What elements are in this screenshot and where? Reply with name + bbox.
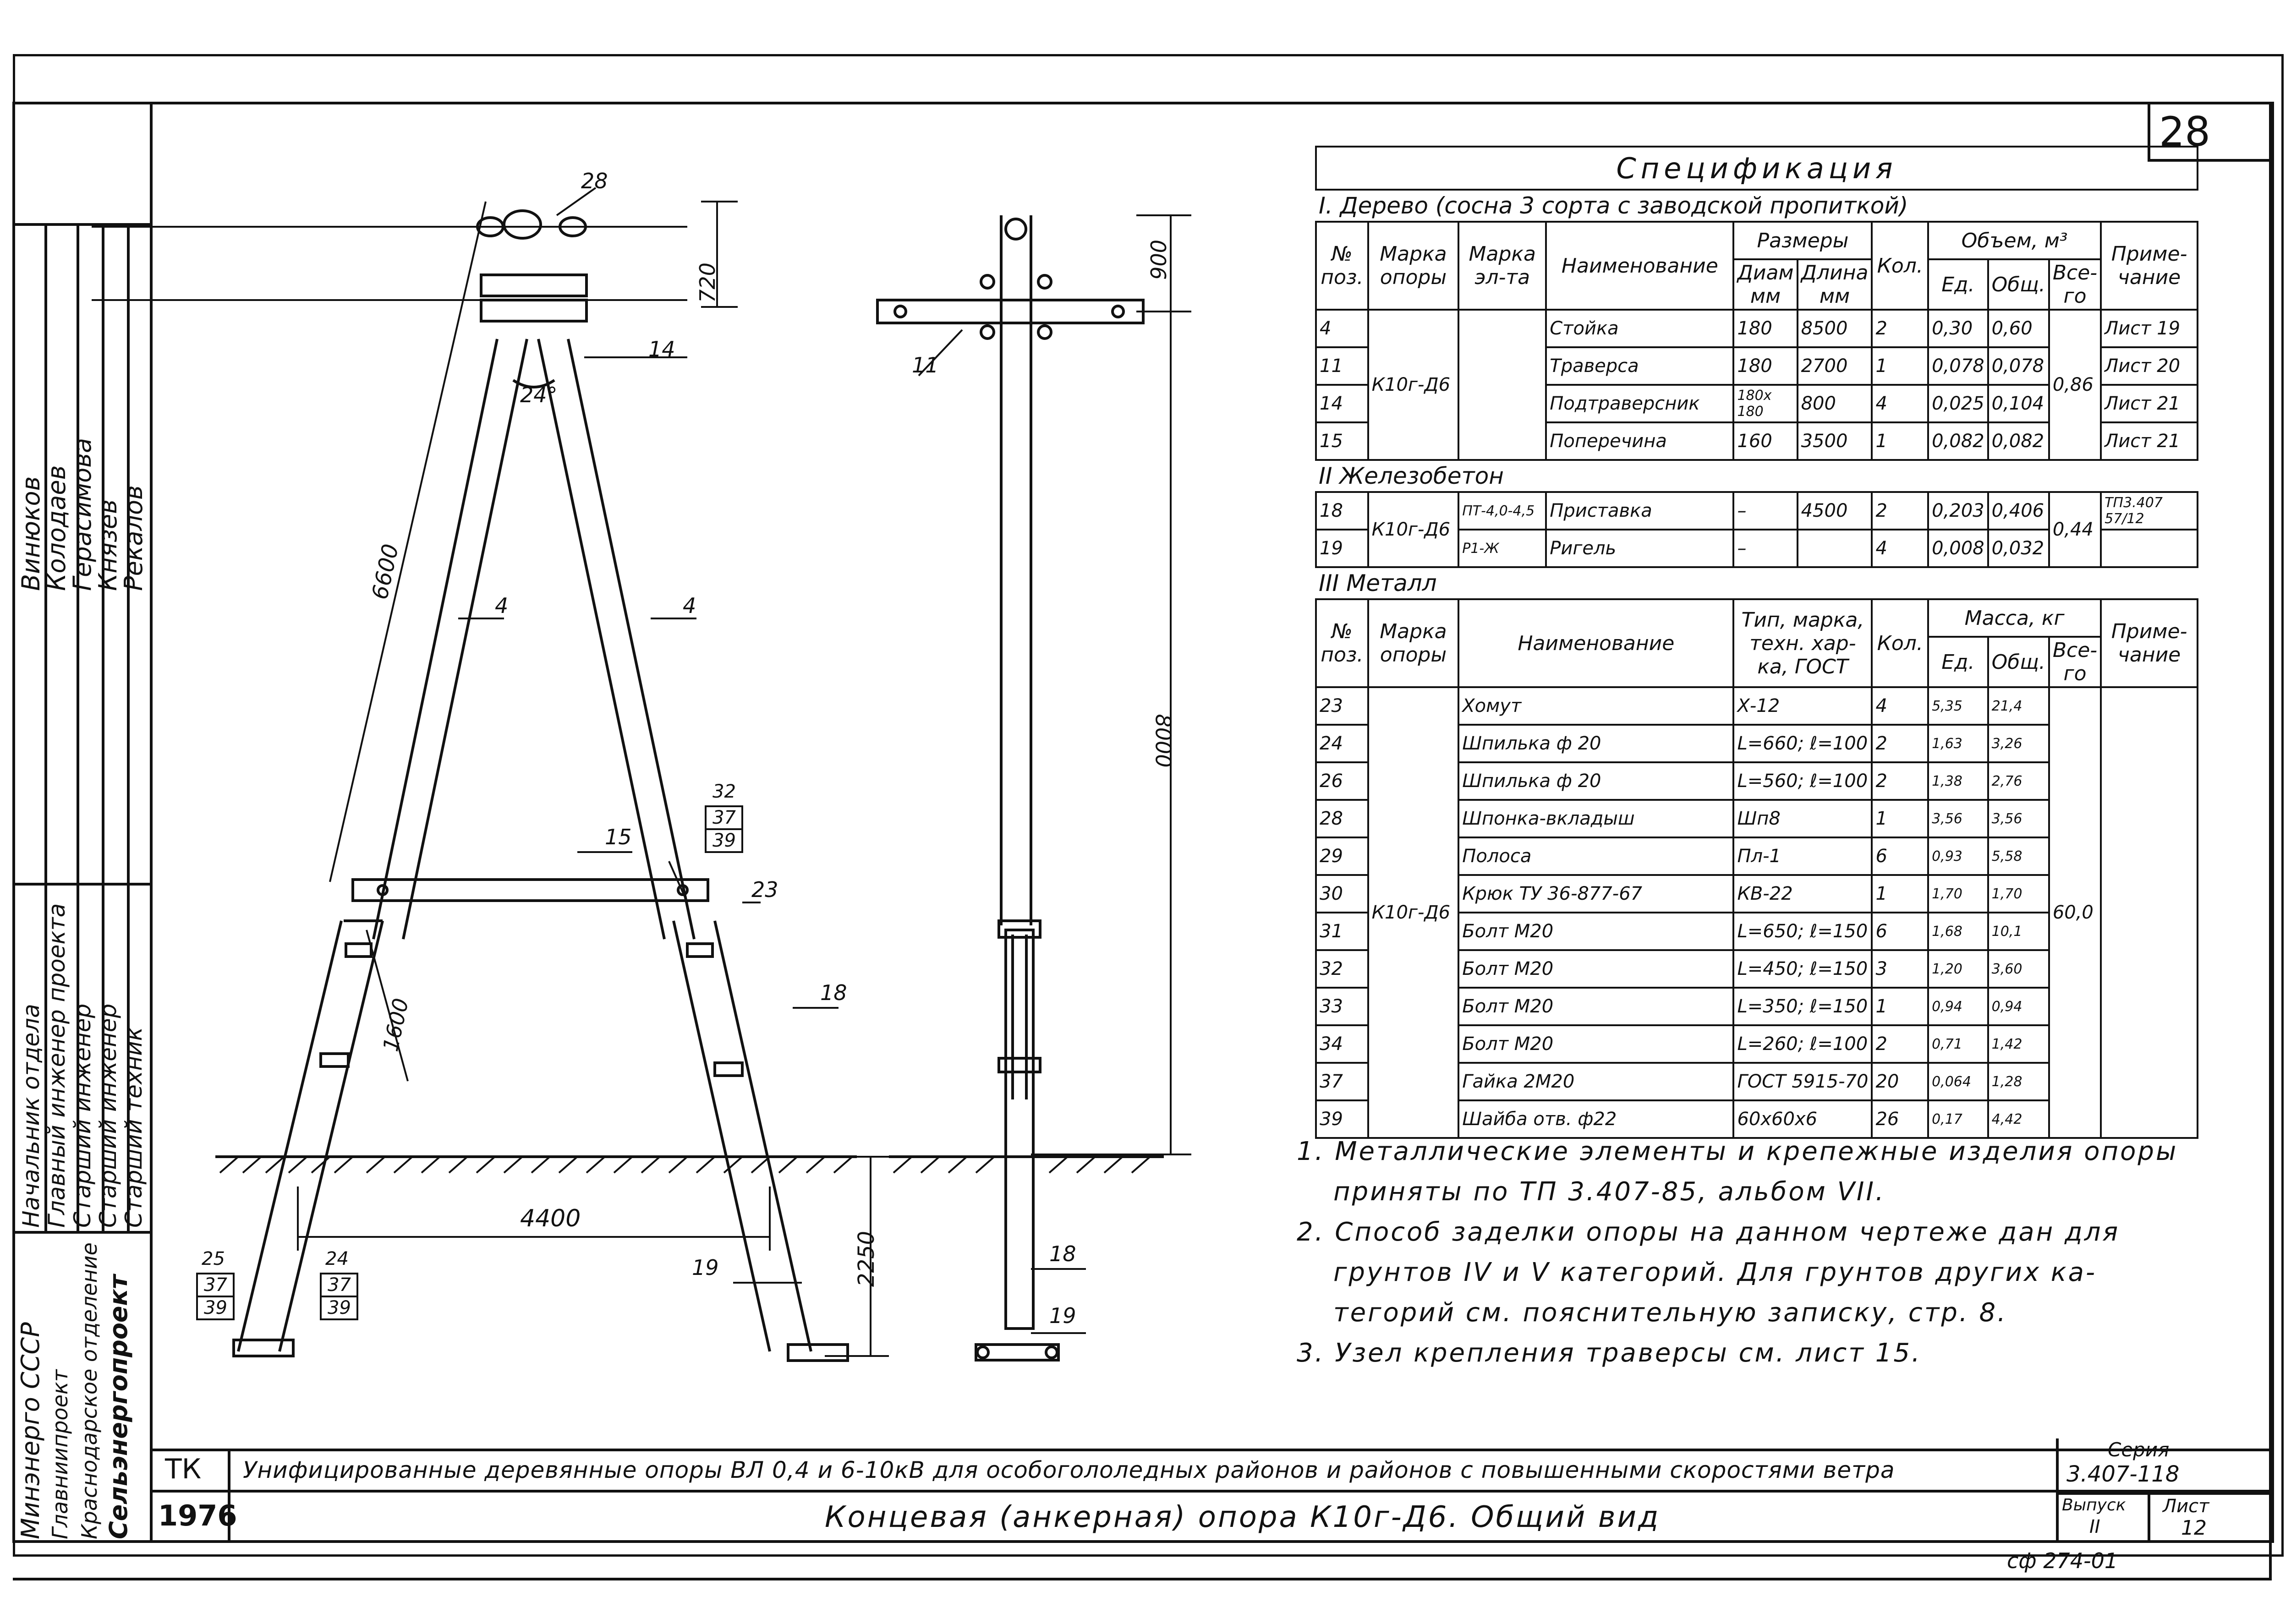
cell-pos: 18 [1316,492,1368,530]
cell-q: 2 [1872,1025,1928,1063]
tb-code: ТК [165,1453,202,1485]
cell-type: L=350; ℓ=150 [1733,988,1872,1025]
cell-d: 180 [1733,347,1797,385]
cell-l: 3500 [1798,422,1872,460]
section-metal: III Металл [1316,567,2198,599]
cell-name: Поперечина [1546,422,1733,460]
cell-l: 800 [1798,385,1872,422]
cell-l: 2700 [1798,347,1872,385]
cell-pos: 15 [1316,422,1368,460]
cell-pos: 23 [1316,687,1368,725]
cell-type: Пл-1 [1733,837,1872,875]
cell-mark: К10г-Д6 [1368,310,1459,460]
cell-name: Приставка [1546,492,1733,530]
callout-19-side: 19 [1049,1303,1076,1328]
cell-ed: 1,70 [1928,875,1988,913]
cell-ed: 0,94 [1928,988,1988,1025]
cell-type: L=450; ℓ=150 [1733,950,1872,988]
cell-note: Лист 21 [2101,422,2198,460]
dim-top-720: 720 [695,262,720,303]
name-5: Рекалов [119,485,148,591]
cell-ed: 0,082 [1928,422,1988,460]
tb-year: 1976 [158,1499,237,1532]
role-1: Начальник отдела [18,1004,44,1228]
cell-q: 20 [1872,1063,1928,1100]
cell-name: Крюк ТУ 36-877-67 [1458,875,1733,913]
cell-q: 4 [1872,385,1928,422]
cell-ed: 0,064 [1928,1063,1988,1100]
table-row [1316,492,2198,530]
callout-28: 28 [581,169,608,193]
tb-series-value: 3.407-118 [2066,1461,2180,1487]
cell-name: Болт М20 [1458,913,1733,950]
tb-series-label: Серия [2108,1438,2170,1461]
callout-39c: 39 [328,1297,351,1318]
cell-tot: 0,406 [1988,492,2049,530]
callout-24: 24 [325,1248,349,1269]
cell-name: Стойка [1546,310,1733,347]
h-mark-el: Марка эл-та [1458,222,1546,310]
cell-ed: 0,008 [1928,530,1988,567]
cell-ed: 0,025 [1928,385,1988,422]
cell-type: L=660; ℓ=100 [1733,725,1872,762]
cell-pos: 14 [1316,385,1368,422]
cell-ed: 1,38 [1928,762,1988,800]
cell-total: 0,86 [2049,310,2101,460]
role-5: Старший техник [121,1027,147,1228]
cell-q: 26 [1872,1100,1928,1138]
cell-pos: 4 [1316,310,1368,347]
org-line-4: Сельэнергопроект [104,1274,133,1539]
cell-name: Болт М20 [1458,988,1733,1025]
cell-q: 1 [1872,347,1928,385]
cell-tot: 0,60 [1988,310,2049,347]
cell-note: Лист 20 [2101,347,2198,385]
cell-note: Лист 21 [2101,385,2198,422]
dim-base-4400: 4400 [520,1205,581,1232]
cell-pos: 39 [1316,1100,1368,1138]
callout-32: 32 [713,781,736,802]
h-name: Наименование [1546,222,1733,310]
tb-album-title: Унифицированные деревянные опоры ВЛ 0,4 и 6-10кВ для особогололедных районов и районов с повышенными скоростями ветра [243,1457,1895,1483]
callout-37a: 37 [713,807,736,828]
cell-tot: 4,42 [1988,1100,2049,1138]
dim-angle-24: 24° [520,383,558,407]
cell-note [2101,687,2198,1138]
cell-name: Шпонка-вкладыш [1458,800,1733,837]
dim-depth-2250: 2250 [854,1230,880,1287]
dim-side-8000: 8000 [1151,714,1176,768]
cell-d: 160 [1733,422,1797,460]
cell-pos: 24 [1316,725,1368,762]
cell-el: Р1-Ж [1458,530,1546,567]
cell-l: 4500 [1798,492,1872,530]
cell-tot: 3,56 [1988,800,2049,837]
cell-tot: 0,078 [1988,347,2049,385]
role-4: Старший инженер [95,1003,121,1228]
cell-name: Шпилька ф 20 [1458,762,1733,800]
sheet-number: 28 [2159,108,2210,155]
mh-qty: Кол. [1872,599,1928,687]
cell-d: 180 [1733,310,1797,347]
callout-11: 11 [912,353,939,377]
cell-tot: 2,76 [1988,762,2049,800]
note-line-3: 2. Способ заделки опоры на данном чертеже дан для [1297,1217,2120,1247]
callout-25-label: 25 [202,1248,225,1269]
note-line-4: грунтов IV и V категорий. Для грунтов других ка- [1333,1258,2097,1287]
cell-type: L=260; ℓ=100 [1733,1025,1872,1063]
dim-leg-6600: 6600 [367,541,404,602]
cell-q: 1 [1872,422,1928,460]
cell-pos: 37 [1316,1063,1368,1100]
h-all: Все-го [2049,259,2101,310]
tb-sheet-title: Концевая (анкерная) опора К10г-Д6. Общий вид [825,1500,1661,1534]
mh-note: Приме-чание [2101,599,2198,687]
cell-mark: К10г-Д6 [1368,492,1459,567]
cell-q: 1 [1872,988,1928,1025]
dim-side-900: 900 [1146,240,1171,280]
notes [1297,1132,2178,1373]
mh-name: Наименование [1458,599,1733,687]
tb-issue-value: II [2089,1516,2100,1537]
cell-pos: 19 [1316,530,1368,567]
cell-ed: 5,35 [1928,687,1988,725]
cell-name: Шайба отв. ф22 [1458,1100,1733,1138]
dim-stub-1600: 1600 [378,996,414,1054]
callout-4-left: 4 [495,593,509,618]
cell-ed: 0,17 [1928,1100,1988,1138]
section-concrete: II Железобетон [1316,460,2198,492]
left-roles [18,903,147,1228]
callout-18: 18 [820,980,847,1005]
mh-mark: Марка опоры [1368,599,1459,687]
cell-tot: 1,42 [1988,1025,2049,1063]
cell-ed: 0,71 [1928,1025,1988,1063]
cell-type: L=650; ℓ=150 [1733,913,1872,950]
cell-ed: 0,30 [1928,310,1988,347]
cell-q: 3 [1872,950,1928,988]
h-diam: Диам мм [1733,259,1797,310]
cell-tot: 0,104 [1988,385,2049,422]
org-line-1: Минэнерго СССР [16,1322,45,1539]
h-sizes: Размеры [1733,222,1872,259]
cell-pos: 11 [1316,347,1368,385]
name-4: Князев [93,499,122,591]
cell-note [2101,530,2198,567]
mh-all: Все-го [2049,637,2101,687]
mh-ed: Ед. [1928,637,1988,687]
cell-pos: 28 [1316,800,1368,837]
cell-tot: 0,94 [1988,988,2049,1025]
left-names [18,438,147,591]
mh-mass: Масса, кг [1928,599,2101,637]
cell-tot: 0,032 [1988,530,2049,567]
cell-ed: 1,20 [1928,950,1988,988]
note-line-5: тегорий см. пояснительную записку, стр. 8. [1333,1298,2007,1328]
name-1: Винюков [16,476,45,591]
cell-type: Х-12 [1733,687,1872,725]
mh-pos: № поз. [1316,599,1368,687]
cell-note: Лист 19 [2101,310,2198,347]
cell-tot: 0,082 [1988,422,2049,460]
section-wood: I. Дерево (сосна 3 сорта с заводской пропиткой) [1316,190,2198,222]
cell-l: 8500 [1798,310,1872,347]
cell-ed: 0,93 [1928,837,1988,875]
h-mark-op: Марка опоры [1368,222,1459,310]
note-line-6: 3. Узел крепления траверсы см. лист 15. [1297,1338,1922,1368]
table-row [1316,687,2198,725]
cell-q: 2 [1872,310,1928,347]
cell-d: 180x 180 [1733,385,1797,422]
cell-pos: 30 [1316,875,1368,913]
cell-q: 1 [1872,875,1928,913]
cell-name: Хомут [1458,687,1733,725]
cell-type: ГОСТ 5915-70 [1733,1063,1872,1100]
cell-tot: 1,70 [1988,875,2049,913]
callout-18-side: 18 [1049,1241,1076,1266]
cell-name: Болт М20 [1458,950,1733,988]
cell-ed: 1,63 [1928,725,1988,762]
h-tot: Общ. [1988,259,2049,310]
cell-tot: 10,1 [1988,913,2049,950]
callout-19: 19 [692,1255,719,1280]
cell-mark: К10г-Д6 [1368,687,1459,1138]
cell-pos: 33 [1316,988,1368,1025]
cell-q: 1 [1872,800,1928,837]
callout-37b: 37 [204,1274,227,1296]
cell-ed: 0,203 [1928,492,1988,530]
cell-q: 4 [1872,687,1928,725]
h-len: Длина мм [1798,259,1872,310]
callout-37c: 37 [328,1274,351,1296]
cell-name: Ригель [1546,530,1733,567]
h-ed: Ед. [1928,259,1988,310]
callout-39a: 39 [713,830,736,851]
role-3: Старший инженер [69,1003,96,1228]
callout-14: 14 [648,337,675,361]
callout-23: 23 [751,877,778,902]
cell-el: ПТ-4,0-4,5 [1458,492,1546,530]
cell-q: 2 [1872,492,1928,530]
cell-d: – [1733,530,1797,567]
cell-name: Шпилька ф 20 [1458,725,1733,762]
mh-tot: Общ. [1988,637,2049,687]
cell-type: 60х60х6 [1733,1100,1872,1138]
table-row [1316,310,2198,347]
name-3: Герасимова [68,437,97,591]
series-code: сф 274-01 [2007,1548,2118,1573]
tb-sheet-value: 12 [2181,1516,2207,1540]
cell-ed: 1,68 [1928,913,1988,950]
cell-name: Полоса [1458,837,1733,875]
org-line-3: Краснодарское отделение [77,1242,102,1539]
cell-pos: 29 [1316,837,1368,875]
cell-pos: 34 [1316,1025,1368,1063]
callout-39b: 39 [204,1297,227,1318]
metal-rows [1316,687,2198,1138]
role-2: Главный инженер проекта [44,903,70,1228]
cell-total: 0,44 [2049,492,2101,567]
cell-q: 4 [1872,530,1928,567]
org-line-2: Главниипроект [48,1369,72,1539]
cell-name: Траверса [1546,347,1733,385]
specification-table [1315,146,2198,1130]
h-qty: Кол. [1872,222,1928,310]
cell-tot: 1,28 [1988,1063,2049,1100]
cell-type: L=560; ℓ=100 [1733,762,1872,800]
cell-type: Шп8 [1733,800,1872,837]
cell-name: Подтраверсник [1546,385,1733,422]
cell-ed: 0,078 [1928,347,1988,385]
tb-sheet-label: Лист [2163,1496,2209,1517]
cell-pos: 32 [1316,950,1368,988]
name-2: Колодаев [42,465,71,591]
h-vol: Объем, м³ [1928,222,2101,259]
left-org [16,1242,133,1539]
cell-name: Болт М20 [1458,1025,1733,1063]
tb-issue-label: Выпуск [2062,1496,2126,1515]
cell-note: ТП3.407 57/12 [2101,492,2198,530]
callout-4-right: 4 [683,593,696,618]
cell-empty [1458,310,1546,460]
cell-type: КВ-22 [1733,875,1872,913]
cell-tot: 3,26 [1988,725,2049,762]
h-note: Приме-чание [2101,222,2198,310]
cell-q: 6 [1872,837,1928,875]
note-line-1: 1. Металлические элементы и крепежные изделия опоры [1297,1137,2178,1166]
spec-title: Спецификация [1316,147,2198,190]
cell-tot: 21,4 [1988,687,2049,725]
cell-pos: 31 [1316,913,1368,950]
mh-type: Тип, марка, техн. хар-ка, ГОСТ [1733,599,1872,687]
cell-tot: 3,60 [1988,950,2049,988]
cell-q: 6 [1872,913,1928,950]
cell-q: 2 [1872,725,1928,762]
cell-total: 60,0 [2049,687,2101,1138]
cell-ed: 3,56 [1928,800,1988,837]
cell-q: 2 [1872,762,1928,800]
h-pos: № поз. [1316,222,1368,310]
cell-d: – [1733,492,1797,530]
cell-name: Гайка 2М20 [1458,1063,1733,1100]
cell-pos: 26 [1316,762,1368,800]
note-line-2: приняты по ТП 3.407-85, альбом VII. [1333,1177,1885,1207]
cell-tot: 5,58 [1988,837,2049,875]
callout-15: 15 [605,825,632,849]
cell-l [1798,530,1872,567]
